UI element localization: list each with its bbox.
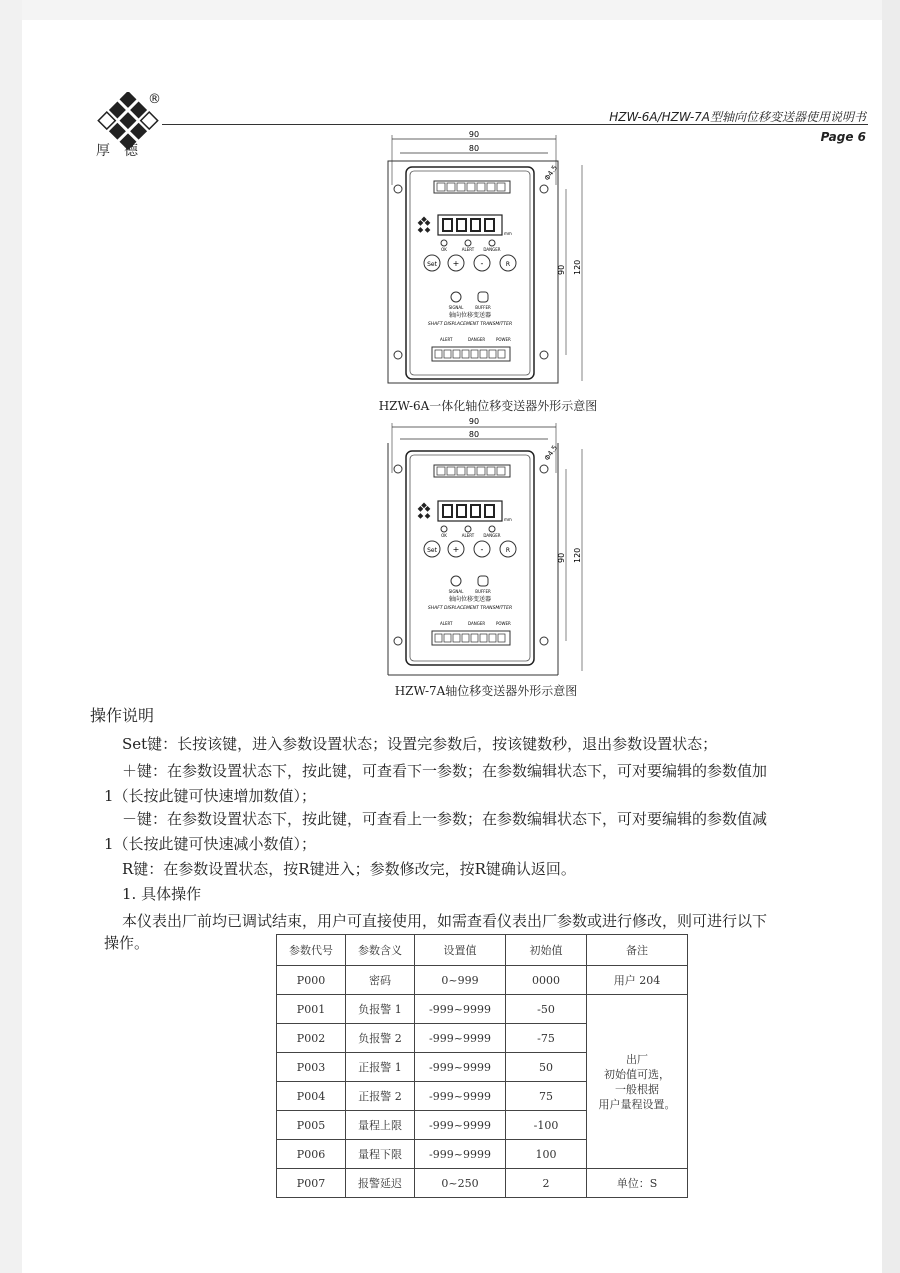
- column-header: 设置值: [415, 935, 506, 966]
- display-unit: mm: [504, 231, 512, 236]
- table-cell: 75: [506, 1082, 587, 1111]
- dim-hole: Φ4.5: [543, 163, 560, 183]
- table-cell: -75: [506, 1024, 587, 1053]
- note-line: 出厂: [626, 1052, 648, 1066]
- led-label: DANGER: [483, 247, 501, 252]
- table-cell: 100: [506, 1140, 587, 1169]
- figure-caption: HZW-6A一体化轴位移变送器外形示意图: [378, 399, 598, 413]
- key-r: R: [505, 547, 511, 554]
- table-header-row: [277, 935, 688, 966]
- text-line: 操作。: [104, 934, 150, 952]
- key-set: Set: [427, 261, 437, 268]
- dim-width-inner: 80: [468, 144, 480, 153]
- key-set: Set: [427, 547, 437, 554]
- table-cell: -999~9999: [415, 1024, 506, 1053]
- port-label: SIGNAL: [448, 589, 464, 594]
- column-header: 参数代号: [277, 935, 346, 966]
- led-label: ALERT: [461, 533, 475, 538]
- note-line: 一般根据: [615, 1082, 659, 1096]
- panel-label-en: SHAFT DISPLACEMENT TRANSMITTER: [427, 606, 513, 611]
- panel-label-cn: 轴向位移变送器: [448, 596, 492, 603]
- table-cell: -50: [506, 995, 587, 1024]
- led-label: DANGER: [483, 533, 501, 538]
- text-line: R键：在参数设置状态，按R键进入；参数修改完，按R键确认返回。: [122, 860, 576, 878]
- table-row: [277, 995, 688, 1024]
- table-cell: P002: [277, 1024, 346, 1053]
- key-minus: -: [480, 545, 484, 554]
- dim-height-outer: 120: [573, 259, 582, 275]
- merged-note-cell: [587, 995, 688, 1169]
- parameter-table: [276, 934, 688, 1198]
- text-line: －键：在参数设置状态下，按此键，可查看上一参数；在参数编辑状态下，可对要编辑的参数值减: [122, 810, 768, 828]
- text-line: 1（长按此键可快速减小数值）；: [104, 835, 317, 853]
- table-cell: P004: [277, 1082, 346, 1111]
- table-cell: 报警延迟: [346, 1169, 415, 1198]
- led-label: OK: [441, 247, 447, 252]
- text-line: 本仪表出厂前均已调试结束，用户可直接使用，如需查看仪表出厂参数或进行修改，则可进行以下: [122, 912, 768, 930]
- column-header: 参数含义: [346, 935, 415, 966]
- table-cell: 正报警 2: [346, 1082, 415, 1111]
- table-cell: -999~9999: [415, 1111, 506, 1140]
- terminal-group: DANGER: [468, 337, 486, 342]
- figure-caption: HZW-7A轴位移变送器外形示意图: [394, 684, 578, 698]
- section-title: 操作说明: [90, 706, 155, 725]
- table-cell: P003: [277, 1053, 346, 1082]
- terminal-group: POWER: [496, 621, 511, 626]
- column-header: 备注: [587, 935, 688, 966]
- scan-border-right: [882, 0, 900, 1273]
- dim-width-inner: 80: [468, 430, 480, 439]
- dim-hole: Φ4.5: [543, 443, 560, 463]
- table-cell: P001: [277, 995, 346, 1024]
- dim-height-inner: 90: [557, 552, 566, 563]
- table-cell: 0~250: [415, 1169, 506, 1198]
- text-line: ＋键：在参数设置状态下，按此键，可查看下一参数；在参数编辑状态下，可对要编辑的参数值加: [122, 762, 768, 780]
- table-cell: 负报警 1: [346, 995, 415, 1024]
- dim-height-inner: 90: [557, 264, 566, 275]
- note-line: 用户量程设置。: [598, 1097, 676, 1111]
- scan-border-top: [0, 0, 900, 20]
- terminal-group: DANGER: [468, 621, 486, 626]
- table-cell: -999~9999: [415, 1053, 506, 1082]
- page-number: Page 6: [820, 130, 866, 144]
- registered-mark: ®: [148, 92, 161, 107]
- table-cell: 量程上限: [346, 1111, 415, 1140]
- scan-border-left: [0, 0, 22, 1273]
- key-plus: +: [452, 259, 460, 268]
- terminal-group: ALERT: [440, 621, 453, 626]
- table-cell: 量程下限: [346, 1140, 415, 1169]
- table-cell: -999~9999: [415, 1082, 506, 1111]
- led-label: OK: [441, 533, 447, 538]
- table-cell: 2: [506, 1169, 587, 1198]
- text-line: Set键：长按该键，进入参数设置状态；设置完参数后，按该键数秒，退出参数设置状态；: [122, 735, 718, 753]
- dim-width-outer: 90: [468, 417, 480, 426]
- panel-label-cn: 轴向位移变送器: [448, 312, 492, 319]
- figure-hzw6a-outline: [380, 125, 590, 395]
- table-cell: P000: [277, 966, 346, 995]
- key-r: R: [505, 261, 511, 268]
- key-plus: +: [452, 545, 460, 554]
- logo-text: 厚德: [96, 143, 152, 159]
- port-label: BUFFER: [475, 305, 491, 310]
- table-row: [277, 1169, 688, 1198]
- table-cell: -999~9999: [415, 995, 506, 1024]
- table-cell: P005: [277, 1111, 346, 1140]
- table-cell: -100: [506, 1111, 587, 1140]
- table-cell: 0000: [506, 966, 587, 995]
- table-cell: 0~999: [415, 966, 506, 995]
- port-label: SIGNAL: [448, 305, 464, 310]
- document-title: HZW-6A/HZW-7A型轴向位移变送器使用说明书: [609, 110, 866, 124]
- key-minus: -: [480, 259, 484, 268]
- led-label: ALERT: [461, 247, 475, 252]
- column-header: 初始值: [506, 935, 587, 966]
- table-cell: 负报警 2: [346, 1024, 415, 1053]
- table-cell: 单位：S: [587, 1169, 688, 1198]
- terminal-group: POWER: [496, 337, 511, 342]
- note-line: 初始值可选，: [604, 1067, 670, 1081]
- dim-height-outer: 120: [573, 547, 582, 563]
- port-label: BUFFER: [475, 589, 491, 594]
- figure-hzw7a-outline: [380, 413, 590, 685]
- text-line: 1. 具体操作: [122, 885, 202, 903]
- table-cell: 密码: [346, 966, 415, 995]
- display-unit: mm: [504, 517, 512, 522]
- table-cell: 50: [506, 1053, 587, 1082]
- panel-label-en: SHAFT DISPLACEMENT TRANSMITTER: [427, 322, 513, 327]
- terminal-group: ALERT: [440, 337, 453, 342]
- table-row: [277, 966, 688, 995]
- text-line: 1（长按此键可快速增加数值）；: [104, 787, 317, 805]
- table-cell: P006: [277, 1140, 346, 1169]
- table-cell: 用户 204: [587, 966, 688, 995]
- table-cell: P007: [277, 1169, 346, 1198]
- table-cell: 正报警 1: [346, 1053, 415, 1082]
- table-cell: -999~9999: [415, 1140, 506, 1169]
- dim-width-outer: 90: [468, 130, 480, 139]
